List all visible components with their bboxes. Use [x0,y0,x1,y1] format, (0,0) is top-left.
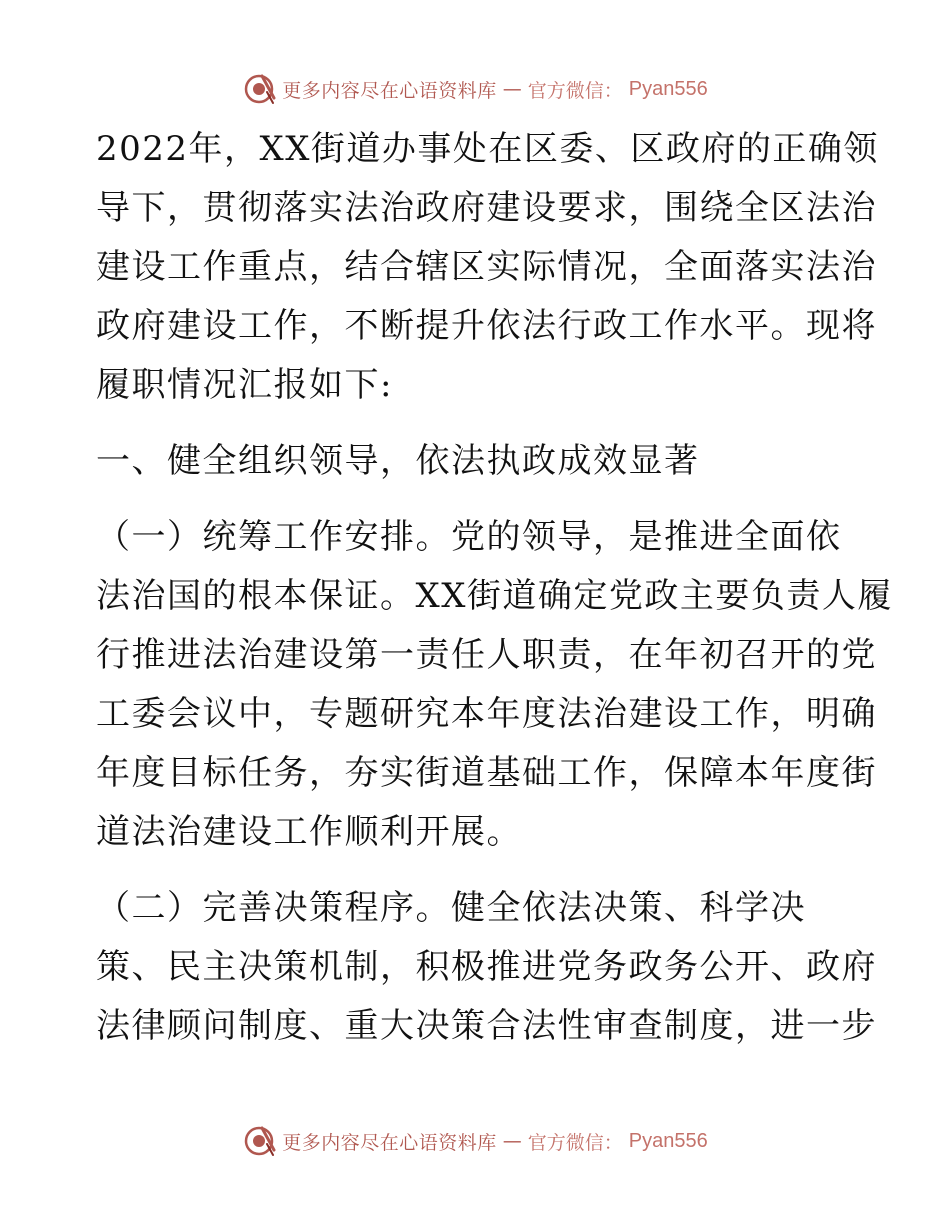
section-1-2-paragraph [96,879,877,1056]
section-heading [96,432,856,491]
watermark-header [0,72,950,106]
text-line: 道法治建设工作顺利开展。 [96,812,522,852]
watermark-dash: — [502,1130,522,1152]
watermark-text: 更多内容尽在心语资料库 [282,79,497,102]
brand-logo-icon [242,72,276,106]
text-line: 法治国的根本保证。XX街道确定党政主要负责人履 [96,576,893,616]
text-line: 建设工作重点，结合辖区实际情况，全面落实法治 [96,247,877,287]
watermark-wechat-label: 官方微信： [527,1131,623,1154]
text-line: 年度目标任务，夯实街道基础工作，保障本年度街 [96,753,877,793]
text-line: （二）完善决策程序。健全依法决策、科学决 [96,888,806,928]
watermark-footer [0,1124,950,1158]
watermark-wechat-label: 官方微信： [527,79,623,102]
text-line: 法律顾问制度、重大决策合法性审查制度，进一步 [96,1006,877,1046]
intro-paragraph [96,120,879,415]
text-line: 导下，贯彻落实法治政府建设要求，围绕全区法治 [96,188,877,228]
watermark-wechat-id: Pyan556 [628,77,708,100]
watermark-dash: — [502,78,522,100]
section-1-1-paragraph [96,508,893,862]
text-line: 履职情况汇报如下: [96,365,393,405]
heading-line: 一、健全组织领导，依法执政成效显著 [96,441,700,481]
text-line: （一）统筹工作安排。党的领导，是推进全面依 [96,517,842,557]
text-line: 行推进法治建设第一责任人职责，在年初召开的党 [96,635,877,675]
watermark-wechat-id: Pyan556 [628,1129,708,1152]
text-line: 策、民主决策机制，积极推进党务政务公开、政府 [96,947,877,987]
watermark-text: 更多内容尽在心语资料库 [282,1131,497,1154]
text-line: 2022年，XX街道办事处在区委、区政府的正确领 [96,129,879,169]
text-line: 工委会议中，专题研究本年度法治建设工作，明确 [96,694,877,734]
text-line: 政府建设工作，不断提升依法行政工作水平。现将 [96,306,877,346]
document-body [96,120,893,1056]
brand-logo-icon [242,1124,276,1158]
